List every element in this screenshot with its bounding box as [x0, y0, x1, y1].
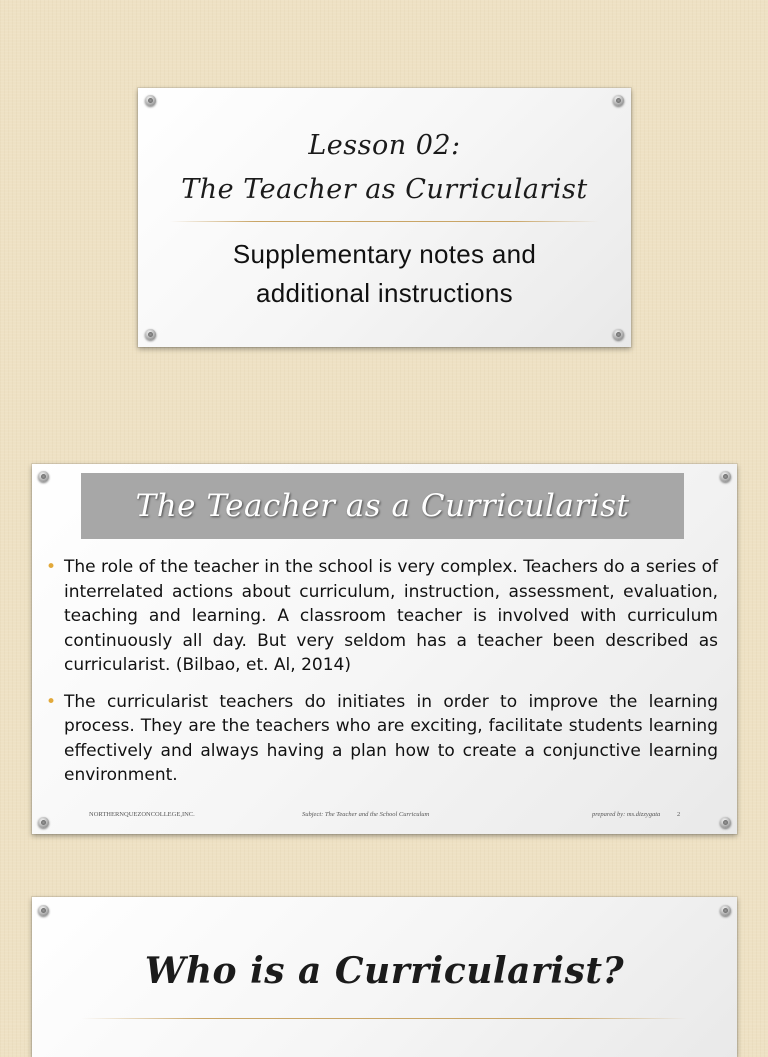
screw-icon: [145, 329, 156, 340]
list-item: [46, 555, 718, 678]
subtitle-line-1: Supplementary notes and: [232, 239, 537, 269]
question-slide: [32, 897, 737, 1057]
screw-icon: [720, 905, 731, 916]
screw-icon: [38, 471, 49, 482]
title-line-2: The Teacher as Curricularist: [181, 174, 588, 205]
slide-footer: [32, 811, 737, 825]
title-line-1: Lesson 02:: [308, 130, 461, 161]
screw-icon: [613, 329, 624, 340]
divider: [170, 221, 599, 222]
title-slide: [138, 88, 631, 347]
screw-icon: [613, 95, 624, 106]
footer-subject: Subject: The Teacher and the School Curriculum: [302, 811, 430, 818]
title-banner: [81, 473, 684, 539]
footer-prepared-by: prepared by: ms.dizzygata: [592, 811, 661, 818]
bullet-icon: •: [46, 557, 57, 577]
screw-icon: [145, 95, 156, 106]
subtitle-line-2: additional instructions: [256, 278, 513, 308]
footer-school: NORTHERNQUEZONCOLLEGE,INC.: [89, 811, 195, 818]
list-item: [46, 690, 718, 788]
slide-title: The Teacher as a Curricularist: [135, 488, 630, 524]
bullet-icon: •: [46, 691, 57, 712]
divider: [82, 1018, 687, 1019]
content-slide: [32, 464, 737, 834]
bullet-text: The curricularist teachers do initiates in order to improve the learning process. They are the teachers who are exciting, facilitate students learning effectively and always having a plan how to create a conjunctive learning environment.: [64, 691, 718, 785]
screw-icon: [38, 905, 49, 916]
footer-page-number: 2: [677, 811, 681, 818]
slide-subtitle: [138, 235, 631, 313]
screw-icon: [720, 471, 731, 482]
slide-title: [138, 124, 631, 212]
bullet-list: [46, 555, 718, 800]
slide-title: Who is a Curricularist?: [144, 950, 625, 992]
bullet-text: The role of the teacher in the school is very complex. Teachers do a series of interrelated actions about curriculum, instruction, assessment, evaluation, teaching and learning. A classroom teacher is involved with curriculum continuously all day. But very seldom has a teacher been described as curricularist. (Bilbao, et. Al, 2014): [64, 557, 718, 675]
